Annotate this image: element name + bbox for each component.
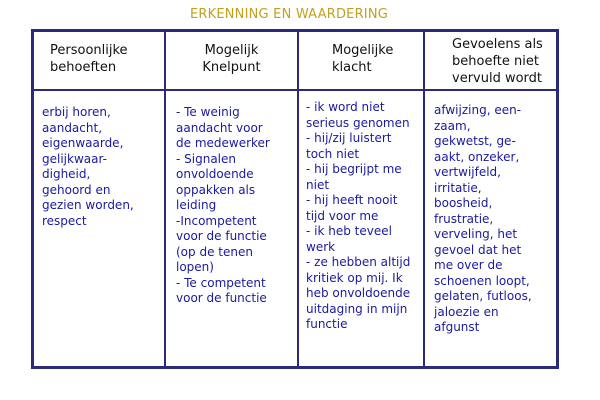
header-mogelijke-klacht: Mogelijke klacht [332,43,394,75]
header-gevoelens: Gevoelens als behoefte niet vervuld wordt [452,37,543,86]
header-persoonlijke-behoeften: Persoonlijke behoeften [50,43,128,75]
header-divider [34,89,556,91]
column-divider-1 [164,32,166,366]
table-frame [31,29,559,369]
cell-persoonlijke-behoeften: erbij horen, aandacht, eigenwaarde, gelijkwaar- digheid, gehoord en gezien worden, respect [42,105,134,228]
page-title: ERKENNING EN WAARDERING [189,7,389,22]
cell-mogelijke-klacht: - ik word niet serieus genomen - hij/zij luistert toch niet - hij begrijpt me niet - hij heeft nooit tijd voor me - ik heb teveel werk - ze hebben altijd kritiek op mij. Ik heb onvoldoende uitdaging in mijn functie [306,100,411,331]
header-mogelijk-knelpunt: Mogelijk Knelpunt [202,43,261,75]
cell-mogelijk-knelpunt: - Te weinig aandacht voor de medewerker - Signalen onvoldoende oppakken als leiding -Incompetent voor de functie (op de tenen lopen) - Te competent voor de functie [176,105,270,305]
column-divider-3 [423,32,425,366]
cell-gevoelens: afwijzing, een- zaam, gekwetst, ge- aakt, onzeker, vertwijfeld, irritatie, boosheid, frustratie, verveling, het gevoel dat het me over de schoenen loopt, gelaten, futloos, jaloezie en afgunst [434,103,532,334]
column-divider-2 [297,32,299,366]
